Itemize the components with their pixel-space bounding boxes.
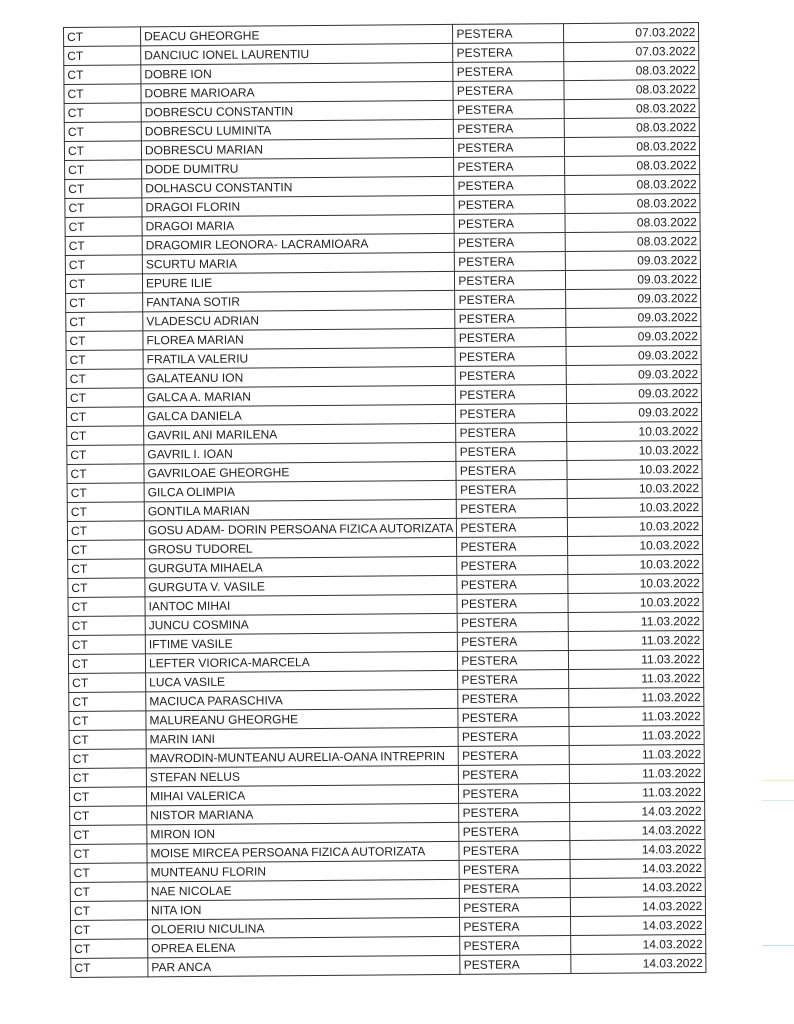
- county-cell: CT: [67, 502, 144, 522]
- locality-cell: PESTERA: [457, 575, 568, 595]
- locality-cell: PESTERA: [459, 822, 570, 842]
- county-cell: CT: [64, 46, 141, 66]
- county-cell: CT: [69, 730, 146, 750]
- date-cell: 10.03.2022: [568, 497, 703, 517]
- date-cell: 10.03.2022: [567, 478, 702, 498]
- name-cell: MOISE MIRCEA PERSOANA FIZICA AUTORIZATA: [147, 841, 460, 862]
- locality-cell: PESTERA: [459, 746, 570, 766]
- locality-cell: PESTERA: [456, 404, 567, 424]
- county-cell: CT: [69, 692, 146, 712]
- date-cell: 11.03.2022: [569, 611, 704, 631]
- date-cell: 08.03.2022: [566, 231, 701, 251]
- date-cell: 11.03.2022: [569, 668, 704, 688]
- date-cell: 14.03.2022: [571, 934, 706, 954]
- date-cell: 10.03.2022: [568, 516, 703, 536]
- county-cell: CT: [64, 27, 141, 47]
- name-cell: GAVRIL ANI MARILENA: [144, 423, 457, 444]
- county-cell: CT: [68, 540, 145, 560]
- name-cell: NAE NICOLAE: [147, 879, 460, 900]
- locality-cell: PESTERA: [458, 651, 569, 671]
- name-cell: SCURTU MARIA: [142, 252, 455, 273]
- date-cell: 08.03.2022: [564, 61, 699, 81]
- name-cell: GALCA DANIELA: [143, 404, 456, 425]
- date-cell: 08.03.2022: [564, 80, 699, 100]
- date-cell: 14.03.2022: [571, 953, 706, 973]
- locality-cell: PESTERA: [454, 138, 565, 158]
- county-cell: CT: [68, 654, 145, 674]
- records-table: [63, 22, 707, 978]
- date-cell: 14.03.2022: [570, 820, 705, 840]
- name-cell: LUCA VASILE: [146, 670, 459, 691]
- date-cell: 08.03.2022: [565, 175, 700, 195]
- name-cell: STEFAN NELUS: [146, 765, 459, 786]
- locality-cell: PESTERA: [453, 62, 564, 82]
- locality-cell: PESTERA: [457, 556, 568, 576]
- name-cell: OLOERIU NICULINA: [148, 917, 461, 938]
- date-cell: 14.03.2022: [570, 801, 705, 821]
- county-cell: CT: [70, 844, 147, 864]
- name-cell: PAR ANCA: [148, 955, 461, 976]
- county-cell: CT: [69, 673, 146, 693]
- locality-cell: PESTERA: [455, 290, 566, 310]
- name-cell: DODE DUMITRU: [142, 157, 455, 178]
- name-cell: GROSU TUDOREL: [145, 537, 458, 558]
- name-cell: VLADESCU ADRIAN: [143, 309, 456, 330]
- name-cell: DRAGOI FLORIN: [142, 195, 455, 216]
- date-cell: 10.03.2022: [567, 440, 702, 460]
- date-cell: 10.03.2022: [568, 535, 703, 555]
- name-cell: IFTIME VASILE: [145, 632, 458, 653]
- name-cell: DOBRE ION: [141, 62, 454, 83]
- locality-cell: PESTERA: [455, 252, 566, 272]
- date-cell: 08.03.2022: [565, 156, 700, 176]
- county-cell: CT: [69, 749, 146, 769]
- locality-cell: PESTERA: [453, 24, 564, 44]
- locality-cell: PESTERA: [458, 613, 569, 633]
- name-cell: GALCA A. MARIAN: [143, 385, 456, 406]
- date-cell: 11.03.2022: [570, 782, 705, 802]
- date-cell: 07.03.2022: [564, 23, 699, 43]
- county-cell: CT: [64, 84, 141, 104]
- county-cell: CT: [66, 369, 143, 389]
- county-cell: CT: [66, 388, 143, 408]
- locality-cell: PESTERA: [459, 803, 570, 823]
- date-cell: 08.03.2022: [565, 137, 700, 157]
- county-cell: CT: [64, 141, 141, 161]
- date-cell: 10.03.2022: [567, 421, 702, 441]
- name-cell: IANTOC MIHAI: [145, 594, 458, 615]
- date-cell: 09.03.2022: [567, 364, 702, 384]
- locality-cell: PESTERA: [458, 670, 569, 690]
- date-cell: 10.03.2022: [568, 573, 703, 593]
- county-cell: CT: [70, 863, 147, 883]
- name-cell: GAVRIL I. IOAN: [144, 442, 457, 463]
- date-cell: 11.03.2022: [569, 630, 704, 650]
- date-cell: 09.03.2022: [566, 326, 701, 346]
- name-cell: DOBRE MARIOARA: [141, 81, 454, 102]
- locality-cell: PESTERA: [457, 537, 568, 557]
- name-cell: GAVRILOAE GHEORGHE: [144, 461, 457, 482]
- locality-cell: PESTERA: [454, 195, 565, 215]
- county-cell: CT: [71, 939, 148, 959]
- name-cell: DRAGOI MARIA: [142, 214, 455, 235]
- county-cell: CT: [67, 483, 144, 503]
- name-cell: MIHAI VALERICA: [146, 784, 459, 805]
- date-cell: 11.03.2022: [570, 763, 705, 783]
- locality-cell: PESTERA: [458, 727, 569, 747]
- date-cell: 11.03.2022: [569, 649, 704, 669]
- date-cell: 14.03.2022: [570, 839, 705, 859]
- county-cell: CT: [65, 217, 142, 237]
- county-cell: CT: [69, 711, 146, 731]
- locality-cell: PESTERA: [453, 100, 564, 120]
- date-cell: 08.03.2022: [565, 212, 700, 232]
- locality-cell: PESTERA: [458, 708, 569, 728]
- name-cell: FRATILA VALERIU: [143, 347, 456, 368]
- date-cell: 08.03.2022: [564, 99, 699, 119]
- date-cell: 14.03.2022: [570, 858, 705, 878]
- name-cell: GURGUTA V. VASILE: [145, 575, 458, 596]
- date-cell: 14.03.2022: [571, 877, 706, 897]
- county-cell: CT: [66, 350, 143, 370]
- locality-cell: PESTERA: [456, 480, 567, 500]
- locality-cell: PESTERA: [460, 898, 571, 918]
- county-cell: CT: [68, 616, 145, 636]
- date-cell: 11.03.2022: [570, 744, 705, 764]
- locality-cell: PESTERA: [454, 119, 565, 139]
- name-cell: MUNTEANU FLORIN: [147, 860, 460, 881]
- county-cell: CT: [64, 103, 141, 123]
- county-cell: CT: [71, 920, 148, 940]
- date-cell: 09.03.2022: [567, 402, 702, 422]
- locality-cell: PESTERA: [453, 43, 564, 63]
- name-cell: MAVRODIN-MUNTEANU AURELIA-OANA INTREPRIN: [146, 746, 459, 767]
- date-cell: 09.03.2022: [566, 288, 701, 308]
- locality-cell: PESTERA: [460, 936, 571, 956]
- locality-cell: PESTERA: [454, 176, 565, 196]
- locality-cell: PESTERA: [459, 841, 570, 861]
- county-cell: CT: [67, 521, 144, 541]
- locality-cell: PESTERA: [457, 518, 568, 538]
- name-cell: JUNCU COSMINA: [145, 613, 458, 634]
- county-cell: CT: [70, 882, 147, 902]
- locality-cell: PESTERA: [459, 860, 570, 880]
- locality-cell: PESTERA: [459, 784, 570, 804]
- county-cell: CT: [69, 787, 146, 807]
- scan-artifact: [762, 800, 794, 801]
- locality-cell: PESTERA: [455, 328, 566, 348]
- date-cell: 08.03.2022: [565, 194, 700, 214]
- name-cell: FLOREA MARIAN: [143, 328, 456, 349]
- county-cell: CT: [66, 312, 143, 332]
- locality-cell: PESTERA: [455, 347, 566, 367]
- date-cell: 14.03.2022: [571, 915, 706, 935]
- county-cell: CT: [68, 559, 145, 579]
- date-cell: 10.03.2022: [567, 459, 702, 479]
- name-cell: DOBRESCU LUMINITA: [141, 119, 454, 140]
- date-cell: 09.03.2022: [566, 307, 701, 327]
- county-cell: CT: [70, 825, 147, 845]
- locality-cell: PESTERA: [455, 309, 566, 329]
- date-cell: 11.03.2022: [569, 706, 704, 726]
- name-cell: MIRON ION: [147, 822, 460, 843]
- locality-cell: PESTERA: [454, 214, 565, 234]
- county-cell: CT: [68, 578, 145, 598]
- locality-cell: PESTERA: [458, 632, 569, 652]
- date-cell: 10.03.2022: [568, 592, 703, 612]
- name-cell: DOLHASCU CONSTANTIN: [142, 176, 455, 197]
- name-cell: DOBRESCU MARIAN: [141, 138, 454, 159]
- locality-cell: PESTERA: [460, 955, 571, 975]
- locality-cell: PESTERA: [460, 917, 571, 937]
- date-cell: 09.03.2022: [566, 250, 701, 270]
- name-cell: DRAGOMIR LEONORA- LACRAMIOARA: [142, 233, 455, 254]
- name-cell: GONTILA MARIAN: [144, 499, 457, 520]
- name-cell: MALUREANU GHEORGHE: [146, 708, 459, 729]
- name-cell: EPURE ILIE: [142, 271, 455, 292]
- county-cell: CT: [67, 464, 144, 484]
- date-cell: 09.03.2022: [566, 345, 701, 365]
- county-cell: CT: [68, 597, 145, 617]
- scan-artifact: [762, 780, 794, 781]
- county-cell: CT: [65, 160, 142, 180]
- name-cell: DEACU GHEORGHE: [141, 24, 454, 45]
- locality-cell: PESTERA: [459, 765, 570, 785]
- date-cell: 14.03.2022: [571, 896, 706, 916]
- date-cell: 09.03.2022: [566, 269, 701, 289]
- name-cell: DOBRESCU CONSTANTIN: [141, 100, 454, 121]
- locality-cell: PESTERA: [456, 461, 567, 481]
- name-cell: OPREA ELENA: [148, 936, 461, 957]
- locality-cell: PESTERA: [456, 385, 567, 405]
- county-cell: CT: [66, 331, 143, 351]
- date-cell: 08.03.2022: [565, 118, 700, 138]
- locality-cell: PESTERA: [454, 157, 565, 177]
- locality-cell: PESTERA: [455, 233, 566, 253]
- county-cell: CT: [70, 806, 147, 826]
- locality-cell: PESTERA: [455, 271, 566, 291]
- county-cell: CT: [64, 122, 141, 142]
- date-cell: 07.03.2022: [564, 42, 699, 62]
- county-cell: CT: [67, 445, 144, 465]
- name-cell: MACIUCA PARASCHIVA: [146, 689, 459, 710]
- name-cell: NISTOR MARIANA: [147, 803, 460, 824]
- name-cell: GALATEANU ION: [143, 366, 456, 387]
- locality-cell: PESTERA: [456, 442, 567, 462]
- locality-cell: PESTERA: [456, 366, 567, 386]
- name-cell: FANTANA SOTIR: [143, 290, 456, 311]
- county-cell: CT: [65, 255, 142, 275]
- county-cell: CT: [65, 198, 142, 218]
- county-cell: CT: [68, 635, 145, 655]
- name-cell: GOSU ADAM- DORIN PERSOANA FIZICA AUTORIZATA: [144, 518, 457, 539]
- county-cell: CT: [65, 179, 142, 199]
- name-cell: GURGUTA MIHAELA: [145, 556, 458, 577]
- locality-cell: PESTERA: [458, 689, 569, 709]
- name-cell: LEFTER VIORICA-MARCELA: [145, 651, 458, 672]
- locality-cell: PESTERA: [457, 594, 568, 614]
- county-cell: CT: [64, 65, 141, 85]
- name-cell: MARIN IANI: [146, 727, 459, 748]
- county-cell: CT: [65, 274, 142, 294]
- date-cell: 09.03.2022: [567, 383, 702, 403]
- county-cell: CT: [66, 293, 143, 313]
- locality-cell: PESTERA: [457, 499, 568, 519]
- county-cell: CT: [65, 236, 142, 256]
- date-cell: 11.03.2022: [569, 725, 704, 745]
- county-cell: CT: [69, 768, 146, 788]
- locality-cell: PESTERA: [460, 879, 571, 899]
- name-cell: DANCIUC IONEL LAURENTIU: [141, 43, 454, 64]
- scan-artifact: [762, 945, 794, 946]
- date-cell: 10.03.2022: [568, 554, 703, 574]
- county-cell: CT: [71, 958, 148, 978]
- name-cell: NITA ION: [147, 898, 460, 919]
- locality-cell: PESTERA: [453, 81, 564, 101]
- locality-cell: PESTERA: [456, 423, 567, 443]
- name-cell: GILCA OLIMPIA: [144, 480, 457, 501]
- county-cell: CT: [70, 901, 147, 921]
- date-cell: 11.03.2022: [569, 687, 704, 707]
- county-cell: CT: [67, 426, 144, 446]
- county-cell: CT: [66, 407, 143, 427]
